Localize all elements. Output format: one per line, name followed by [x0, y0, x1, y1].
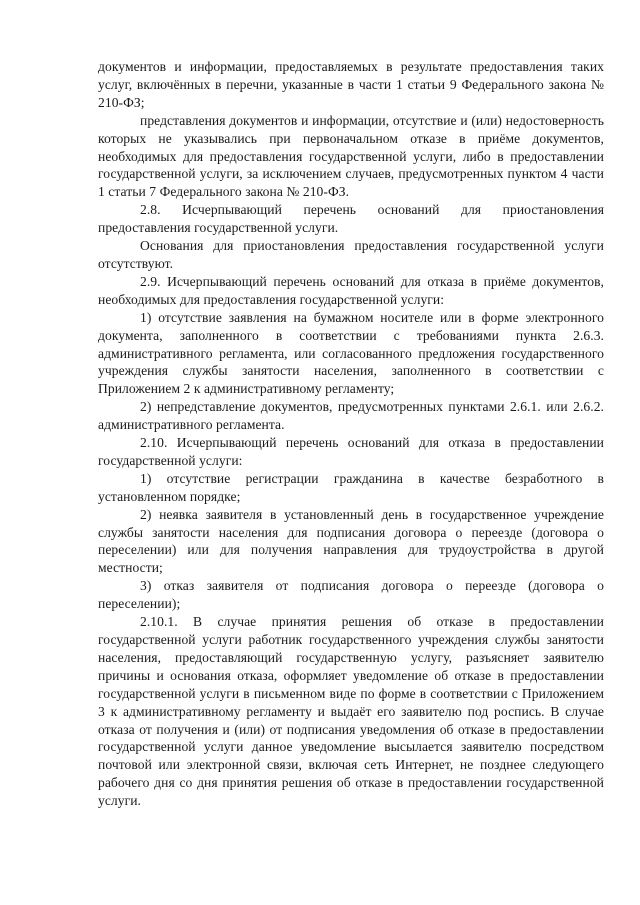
section-2-10-1-text: 2.10.1. В случае принятия решения об отказе в предоставлении государственной услуги работник государственного учреждения службы занятости населения, предоставляющий государственную услугу, разъясняет заявителю причины и основания отказа, оформляет уведомление об отказе в предоставлении государственной услуги в письменном виде по форме в соответствии с Приложением 3 к административному регламенту и выдаёт его заявителю под роспись. В случае отказа от получения и (или) от подписания уведомления об отказе в предоставлении государственной услуги данное уведомление высылается заявителю посредством почтовой или электронной связи, включая сеть Интернет, не позднее следующего рабочего дня со дня принятия решения об отказе в предоставлении государственной услуги. — [98, 614, 604, 809]
section-2-10-item-3: 3) отказ заявителя от подписания договора о переезде (договора о переселении); — [98, 578, 604, 612]
section-2-9-heading: 2.9. Исчерпывающий перечень оснований для отказа в приёме документов, необходимых для предоставления государственной услуги: — [98, 273, 604, 307]
document-page — [98, 58, 604, 810]
paragraph-representation: представления документов и информации, отсутствие и (или) недостоверность которых не указывались при первоначальном отказе в приёме документов, необходимых для предоставления государственной услуги, либо в предоставлении государственной услуги, за исключением случаев, предусмотренных пунктом 4 части 1 статьи 7 Федерального закона № 210-ФЗ. — [98, 112, 604, 200]
section-2-10-item-2: 2) неявка заявителя в установленный день в государственное учреждение службы занятости населения для подписания договора о переезде (договора о переселении) или для получения направления для трудоустройства в другой местности; — [98, 506, 604, 576]
paragraph-continuation: документов и информации, предоставляемых в результате предоставления таких услуг, включённых в перечни, указанные в части 1 статьи 9 Федерального закона № 210-ФЗ; — [98, 59, 604, 110]
section-2-9-item-1: 1) отсутствие заявления на бумажном носителе или в форме электронного документа, заполненного в соответствии с требованиями пункта 2.6.3. административного регламента, или согласованного предложения государственного учреждения службы занятости населения, заполненного в соответствии с Приложением 2 к административному регламенту; — [98, 309, 604, 397]
section-2-8-heading: 2.8. Исчерпывающий перечень оснований для приостановления предоставления государственной услуги. — [98, 202, 604, 236]
section-2-8-text: Основания для приостановления предоставления государственной услуги отсутствуют. — [98, 238, 604, 271]
section-2-10-item-1: 1) отсутствие регистрации гражданина в качестве безработного в установленном порядке; — [98, 470, 604, 504]
section-2-10-heading: 2.10. Исчерпывающий перечень оснований для отказа в предоставлении государственной услуги: — [98, 435, 604, 468]
section-2-9-item-2: 2) непредставление документов, предусмотренных пунктами 2.6.1. или 2.6.2. административного регламента. — [98, 399, 604, 433]
